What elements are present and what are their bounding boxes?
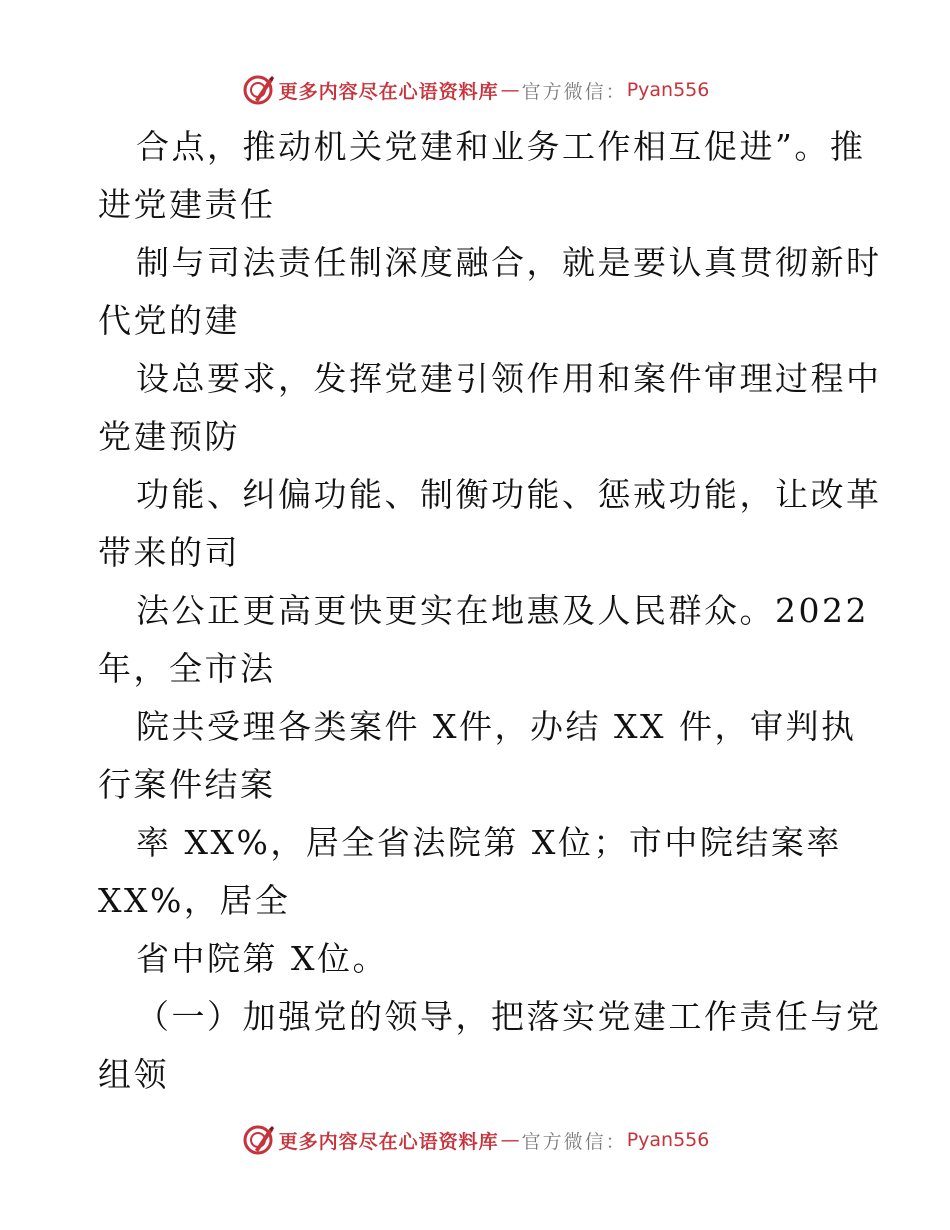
text-line: 合点，推动机关党建和业务工作相互促进”。推: [136, 127, 866, 166]
watermark-dash: —: [500, 1129, 520, 1151]
text-line: 法公正更高更快更实在地惠及人民群众。2022: [136, 591, 869, 630]
footer-watermark: [0, 1120, 950, 1160]
text-line: 年，全市法: [98, 649, 276, 688]
text-line: 制与司法责任制深度融合，就是要认真贯彻新时: [136, 243, 882, 282]
watermark-brand-text: 更多内容尽在心语资料库: [278, 1130, 499, 1153]
watermark-account: Pyan556: [626, 79, 710, 101]
watermark-account: Pyan556: [626, 1129, 710, 1151]
text-line: XX%，居全: [98, 881, 291, 920]
watermark-label: 官方微信：: [521, 1130, 627, 1153]
text-line: 率 XX%，居全省法院第 X位；市中院结案率: [136, 823, 842, 862]
watermark-label: 官方微信：: [521, 80, 627, 103]
brand-logo-icon: [241, 1123, 275, 1157]
text-line: 党建预防: [98, 417, 240, 456]
text-line: 院共受理各类案件 X件，办结 XX 件，审判执: [136, 707, 857, 746]
text-line: 进党建责任: [98, 185, 276, 224]
text-line: 带来的司: [98, 533, 240, 572]
watermark-dash: —: [500, 79, 520, 101]
document-body: [98, 118, 888, 1104]
text-line: 组领: [98, 1055, 169, 1094]
brand-logo-icon: [241, 73, 275, 107]
text-line: 设总要求，发挥党建引领作用和案件审理过程中: [136, 359, 882, 398]
header-watermark: [0, 70, 950, 110]
watermark-brand-text: 更多内容尽在心语资料库: [278, 80, 499, 103]
text-line: 功能、纠偏功能、制衡功能、惩戒功能，让改革: [136, 475, 882, 514]
text-line: （一）加强党的领导，把落实党建工作责任与党: [136, 997, 882, 1036]
text-line: 省中院第 X位。: [136, 939, 388, 978]
text-line: 行案件结案: [98, 765, 276, 804]
text-line: 代党的建: [98, 301, 240, 340]
